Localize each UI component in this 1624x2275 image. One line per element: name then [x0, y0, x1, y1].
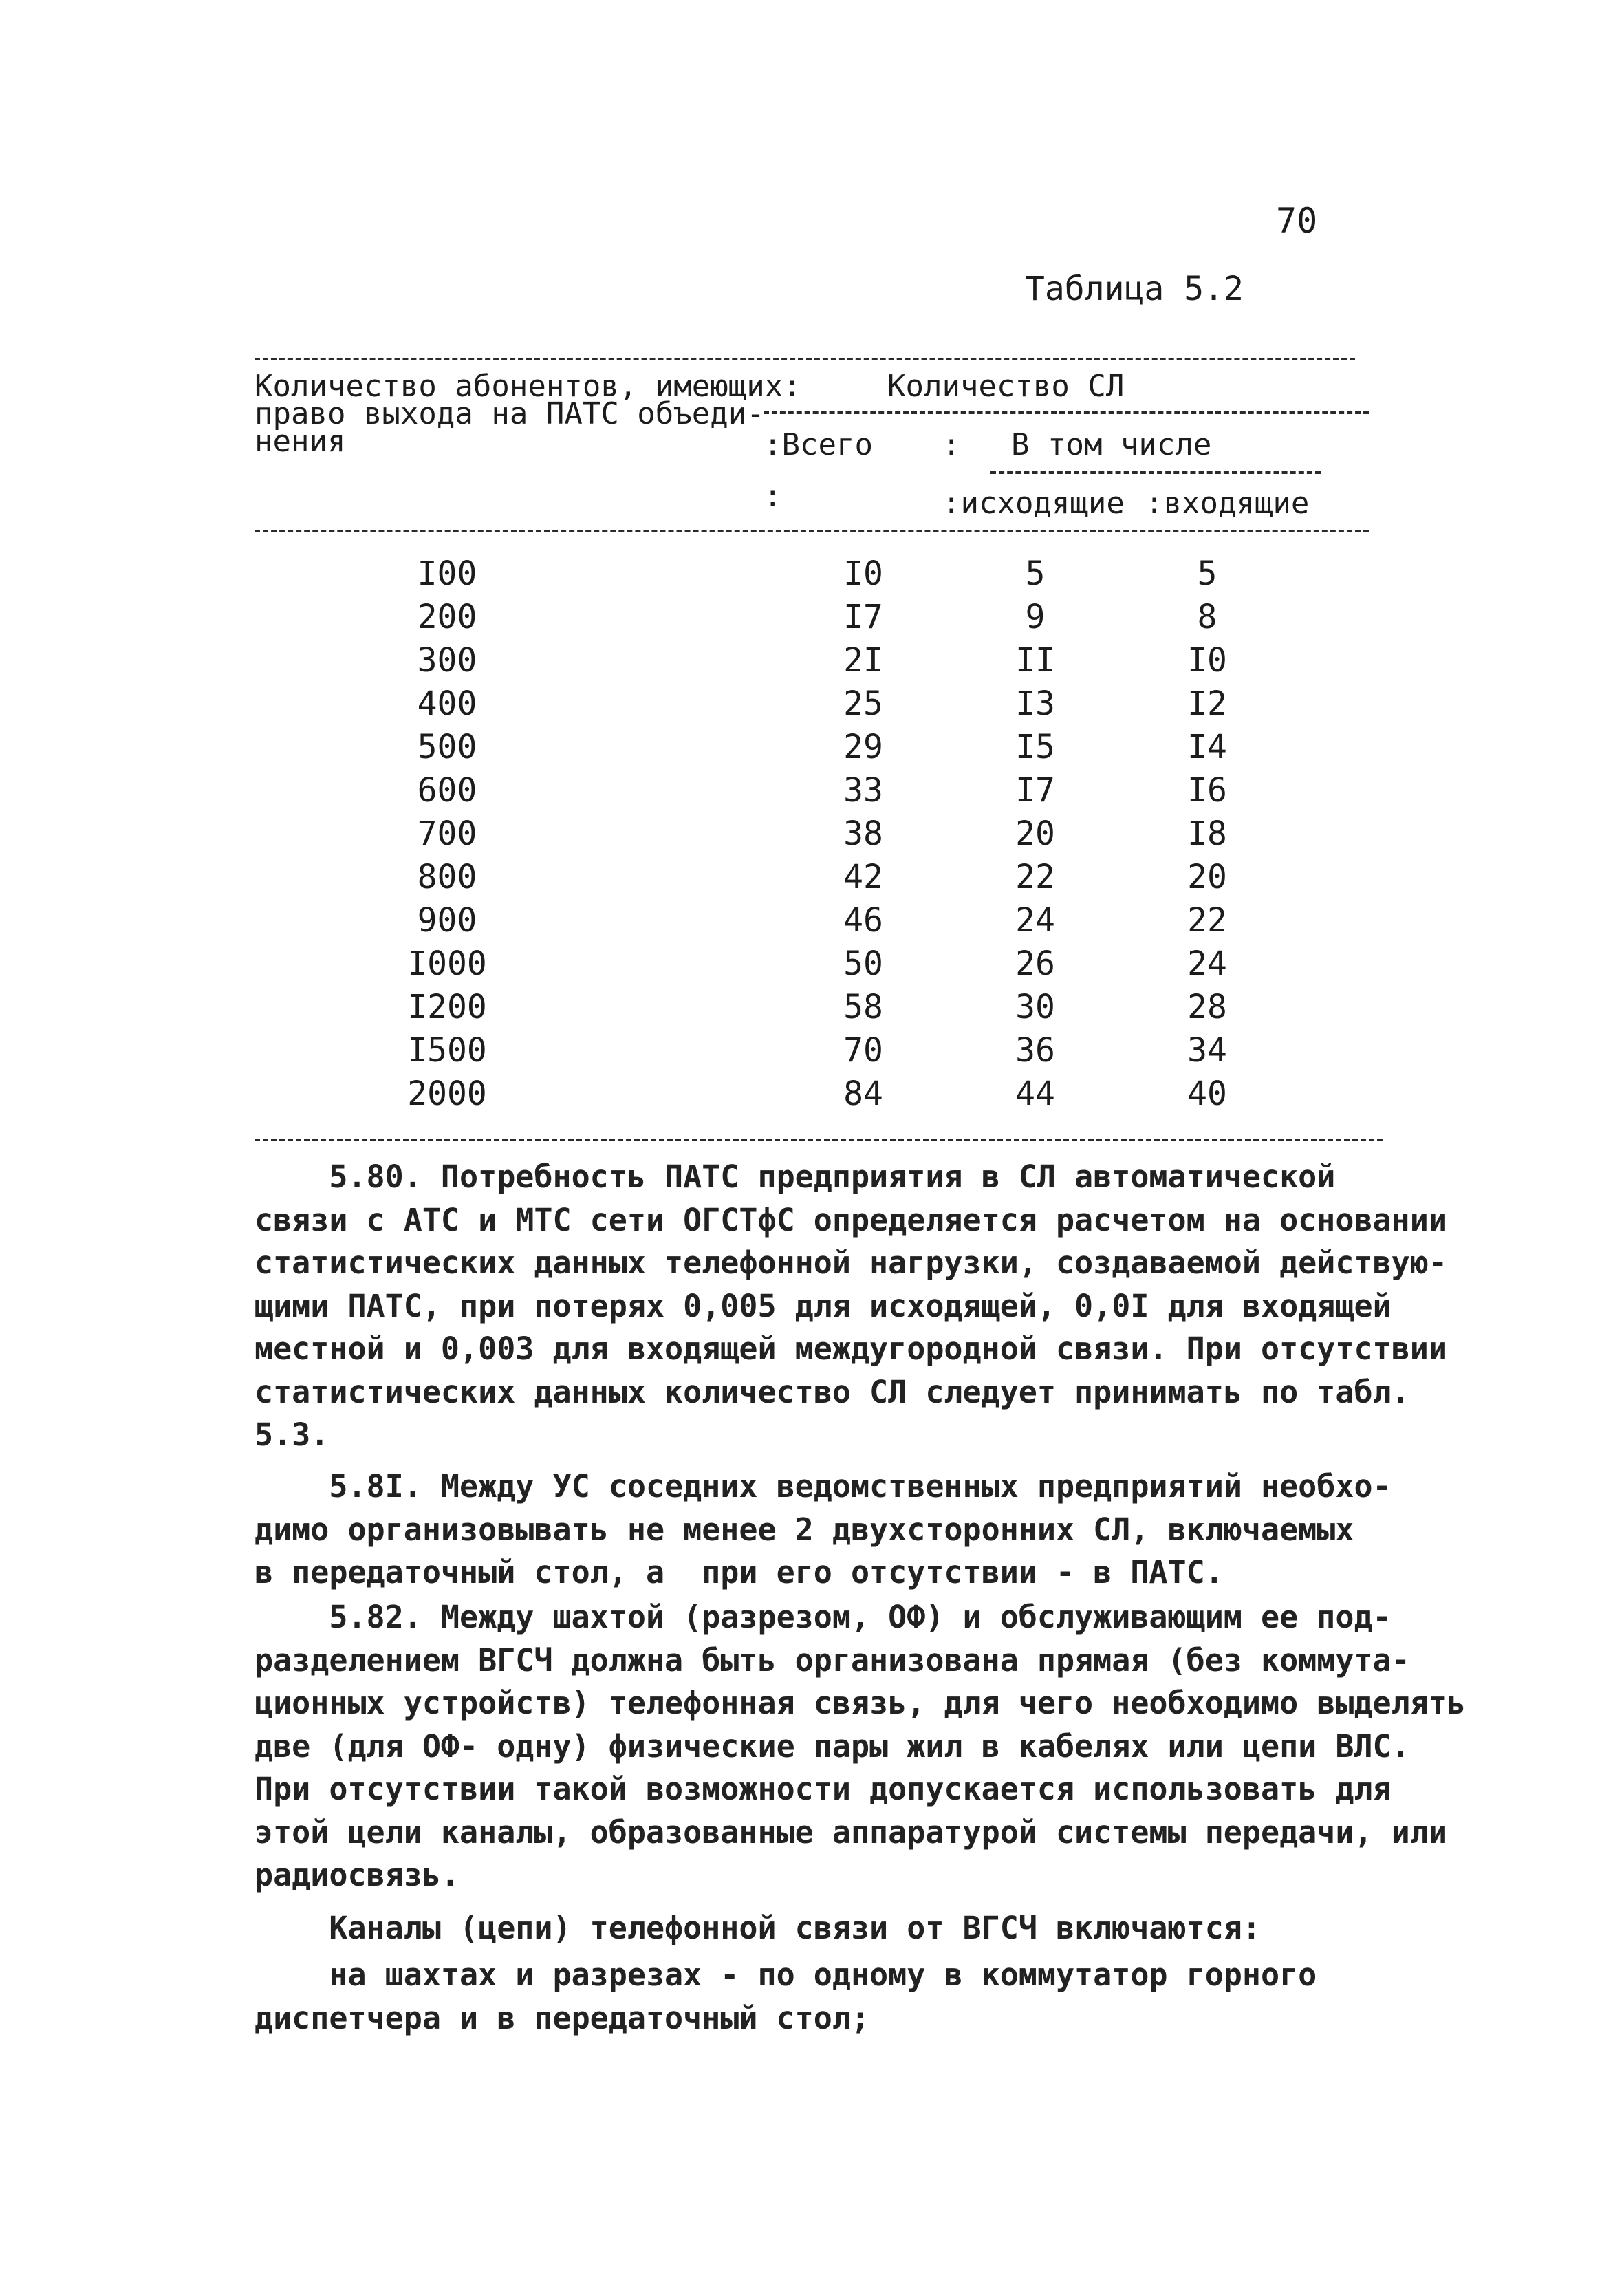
- paragraph-channels: Каналы (цепи) телефонной связи от ВГСЧ включаются:: [255, 1910, 1261, 1946]
- cell-total: 25: [843, 684, 883, 723]
- cell-outgoing: I5: [1015, 728, 1055, 766]
- header-count-sl: Количество СЛ: [887, 369, 1125, 404]
- cell-subscribers: 800: [417, 858, 477, 896]
- cell-incoming: I8: [1187, 815, 1227, 853]
- table-top-rule: [255, 358, 1355, 360]
- cell-outgoing: 9: [1025, 598, 1046, 636]
- header-subscribers-line1: Количество абонентов, имеющих:: [255, 369, 801, 404]
- cell-incoming: I0: [1187, 641, 1227, 680]
- header-incoming: :входящие: [1145, 486, 1310, 521]
- cell-outgoing: I3: [1015, 684, 1055, 723]
- cell-subscribers: I00: [417, 554, 477, 593]
- cell-subscribers: I000: [407, 945, 487, 983]
- cell-incoming: 24: [1187, 945, 1227, 983]
- cell-outgoing: II: [1015, 641, 1055, 680]
- cell-incoming: I6: [1187, 771, 1227, 810]
- cell-subscribers: I500: [407, 1031, 487, 1070]
- cell-outgoing: 30: [1015, 988, 1055, 1026]
- cell-incoming: 8: [1197, 598, 1217, 636]
- cell-subscribers: 400: [417, 684, 477, 723]
- cell-outgoing: 26: [1015, 945, 1055, 983]
- table-header-bottom-rule: [255, 530, 1369, 532]
- cell-outgoing: 22: [1015, 858, 1055, 896]
- table-bottom-rule: [255, 1139, 1383, 1141]
- cell-total: 2I: [843, 641, 883, 680]
- paragraph-5-80: 5.80. Потребность ПАТС предприятия в СЛ автоматической связи с АТС и МТС сети ОГСТфС определяется расчетом на основании статистических данных телефонной нагрузки, создаваемой действую- щими ПАТС, при потерях 0,005 для исходящей, 0,0I для входящей местной и 0,003 для входящей междугородной связи. При отсутствии статистических данных количество СЛ следует принимать по табл. 5.3.: [255, 1158, 1447, 1453]
- cell-incoming: 40: [1187, 1075, 1227, 1113]
- cell-total: 46: [843, 901, 883, 940]
- header-colon: :: [942, 427, 961, 462]
- cell-total: I7: [843, 598, 883, 636]
- cell-outgoing: I7: [1015, 771, 1055, 810]
- cell-subscribers: 300: [417, 641, 477, 680]
- table-caption: Таблица 5.2: [1025, 270, 1244, 308]
- cell-outgoing: 44: [1015, 1075, 1055, 1113]
- paragraph-5-81: 5.8I. Между УС соседних ведомственных предприятий необхо- димо организовывать не менее 2 двухсторонних СЛ, включаемых в передаточный стол, а при его отсутствии - в ПАТС.: [255, 1468, 1392, 1591]
- cell-incoming: 22: [1187, 901, 1227, 940]
- cell-total: 70: [843, 1031, 883, 1070]
- header-count-sl-rule: [764, 411, 1369, 414]
- cell-total: 33: [843, 771, 883, 810]
- cell-total: 42: [843, 858, 883, 896]
- cell-total: I0: [843, 554, 883, 593]
- cell-total: 38: [843, 815, 883, 853]
- header-total: :Всего: [764, 427, 873, 462]
- cell-outgoing: 36: [1015, 1031, 1055, 1070]
- header-colon-2: :: [764, 479, 782, 514]
- cell-total: 50: [843, 945, 883, 983]
- cell-outgoing: 20: [1015, 815, 1055, 853]
- cell-incoming: I4: [1187, 728, 1227, 766]
- header-subscribers-line2: право выхода на ПАТС объеди-: [255, 396, 765, 431]
- header-including-rule: [990, 471, 1321, 474]
- cell-subscribers: 500: [417, 728, 477, 766]
- cell-subscribers: I200: [407, 988, 487, 1026]
- cell-subscribers: 2000: [407, 1075, 487, 1113]
- paragraph-mines: на шахтах и разрезах - по одному в коммутатор горного диспетчера и в передаточный стол;: [255, 1956, 1317, 2036]
- cell-subscribers: 700: [417, 815, 477, 853]
- cell-incoming: 5: [1197, 554, 1217, 593]
- cell-outgoing: 5: [1025, 554, 1046, 593]
- cell-incoming: I2: [1187, 684, 1227, 723]
- header-subscribers-line3: нения: [255, 424, 346, 459]
- cell-incoming: 28: [1187, 988, 1227, 1026]
- paragraph-5-82: 5.82. Между шахтой (разрезом, ОФ) и обслуживающим ее под- разделением ВГСЧ должна быть организована прямая (без коммута- ционных устройств) телефонная связь, для чего необходимо выделять две (для ОФ- одну) физические пары жил в кабелях или цепи ВЛС. При отсутствии такой возможности допускается использовать для этой цели каналы, образованные аппаратурой системы передачи, или радиосвязь.: [255, 1599, 1466, 1893]
- cell-incoming: 34: [1187, 1031, 1227, 1070]
- header-including: В том числе: [1011, 427, 1212, 462]
- page-number: 70: [1276, 201, 1318, 241]
- cell-total: 58: [843, 988, 883, 1026]
- cell-subscribers: 200: [417, 598, 477, 636]
- cell-total: 29: [843, 728, 883, 766]
- cell-total: 84: [843, 1075, 883, 1113]
- cell-incoming: 20: [1187, 858, 1227, 896]
- cell-subscribers: 900: [417, 901, 477, 940]
- cell-subscribers: 600: [417, 771, 477, 810]
- header-outgoing: :исходящие: [942, 486, 1125, 521]
- cell-outgoing: 24: [1015, 901, 1055, 940]
